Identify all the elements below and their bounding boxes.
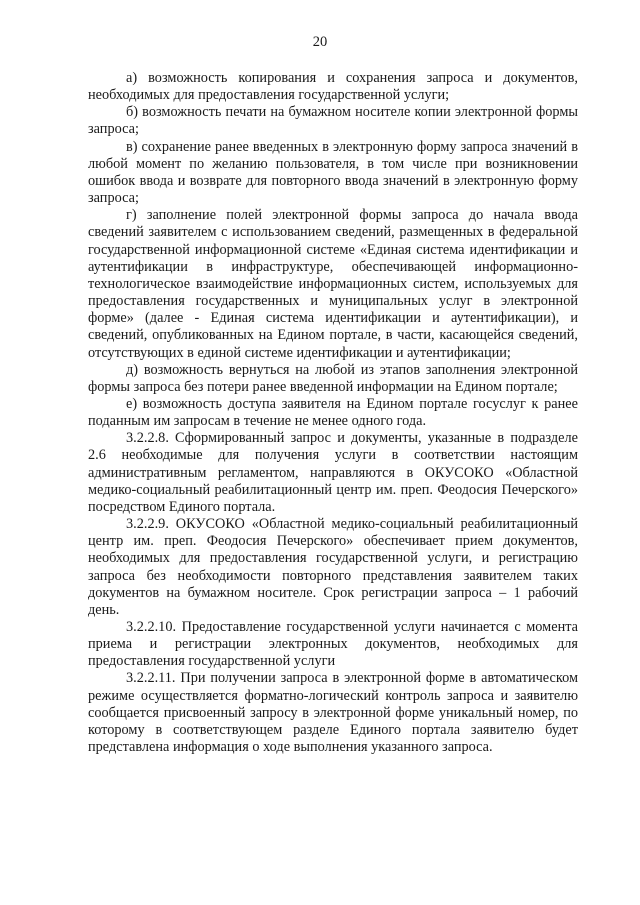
- paragraph-3-2-2-9: 3.2.2.9. ОКУСОКО «Областной медико-социальный реабилитационный центр им. преп. Феодосия Печерского» обеспечивает прием документов, необходимых для предоставления государственной услуги, и регистрацию запроса без необходимости повторного представления заявителем таких документов на бумажном носителе. Срок регистрации запроса – 1 рабочий день.: [88, 516, 578, 618]
- paragraph-3-2-2-8: 3.2.2.8. Сформированный запрос и документы, указанные в подразделе 2.6 необходимые для получения услуги в соответствии настоящим административным регламентом, направляются в ОКУСОКО «Областной медико-социальный реабилитационный центр им. преп. Феодосия Печерского» посредством Единого портала.: [88, 430, 578, 515]
- paragraph-item-g: г) заполнение полей электронной формы запроса до начала ввода сведений заявителем с использованием сведений, размещенных в федеральной государственной информационной системе «Единая система идентификации и аутентификации в инфраструктуре, обеспечивающей информационно-технологическое взаимодействие информационных систем, используемых для предоставления государственных и муниципальных услуг в электронной форме» (далее - Единая система идентификации и аутентификации), и сведений, опубликованных на Едином портале, в части, касающейся сведений, отсутствующих в единой системе идентификации и аутентификации;: [88, 207, 578, 361]
- paragraph-3-2-2-11: 3.2.2.11. При получении запроса в электронной форме в автоматическом режиме осуществляется форматно-логический контроль запроса и заявителю сообщается присвоенный запросу в электронной форме уникальный номер, по которому в соответствующем разделе Единого портала заявителю будет представлена информация о ходе выполнения указанного запроса.: [88, 670, 578, 756]
- document-body: [88, 70, 578, 756]
- paragraph-item-a: а) возможность копирования и сохранения запроса и документов, необходимых для предоставления государственной услуги;: [88, 70, 578, 104]
- page-number: 20: [312, 34, 328, 50]
- paragraph-item-v: в) сохранение ранее введенных в электронную форму запроса значений в любой момент по желанию пользователя, в том числе при возникновении ошибок ввода и возврате для повторного ввода значений в электронную форму запроса;: [88, 138, 578, 207]
- paragraph-item-b: б) возможность печати на бумажном носителе копии электронной формы запроса;: [88, 104, 578, 138]
- paragraph-item-d: д) возможность вернуться на любой из этапов заполнения электронной формы запроса без потери ранее введенной информации на Едином портале;: [88, 361, 578, 395]
- paragraph-item-e: е) возможность доступа заявителя на Едином портале госуслуг к ранее поданным им запросам в течение не менее одного года.: [88, 395, 578, 430]
- paragraph-3-2-2-10: 3.2.2.10. Предоставление государственной услуги начинается с момента приема и регистрации электронных документов, необходимых для предоставления государственной услуги: [88, 619, 578, 670]
